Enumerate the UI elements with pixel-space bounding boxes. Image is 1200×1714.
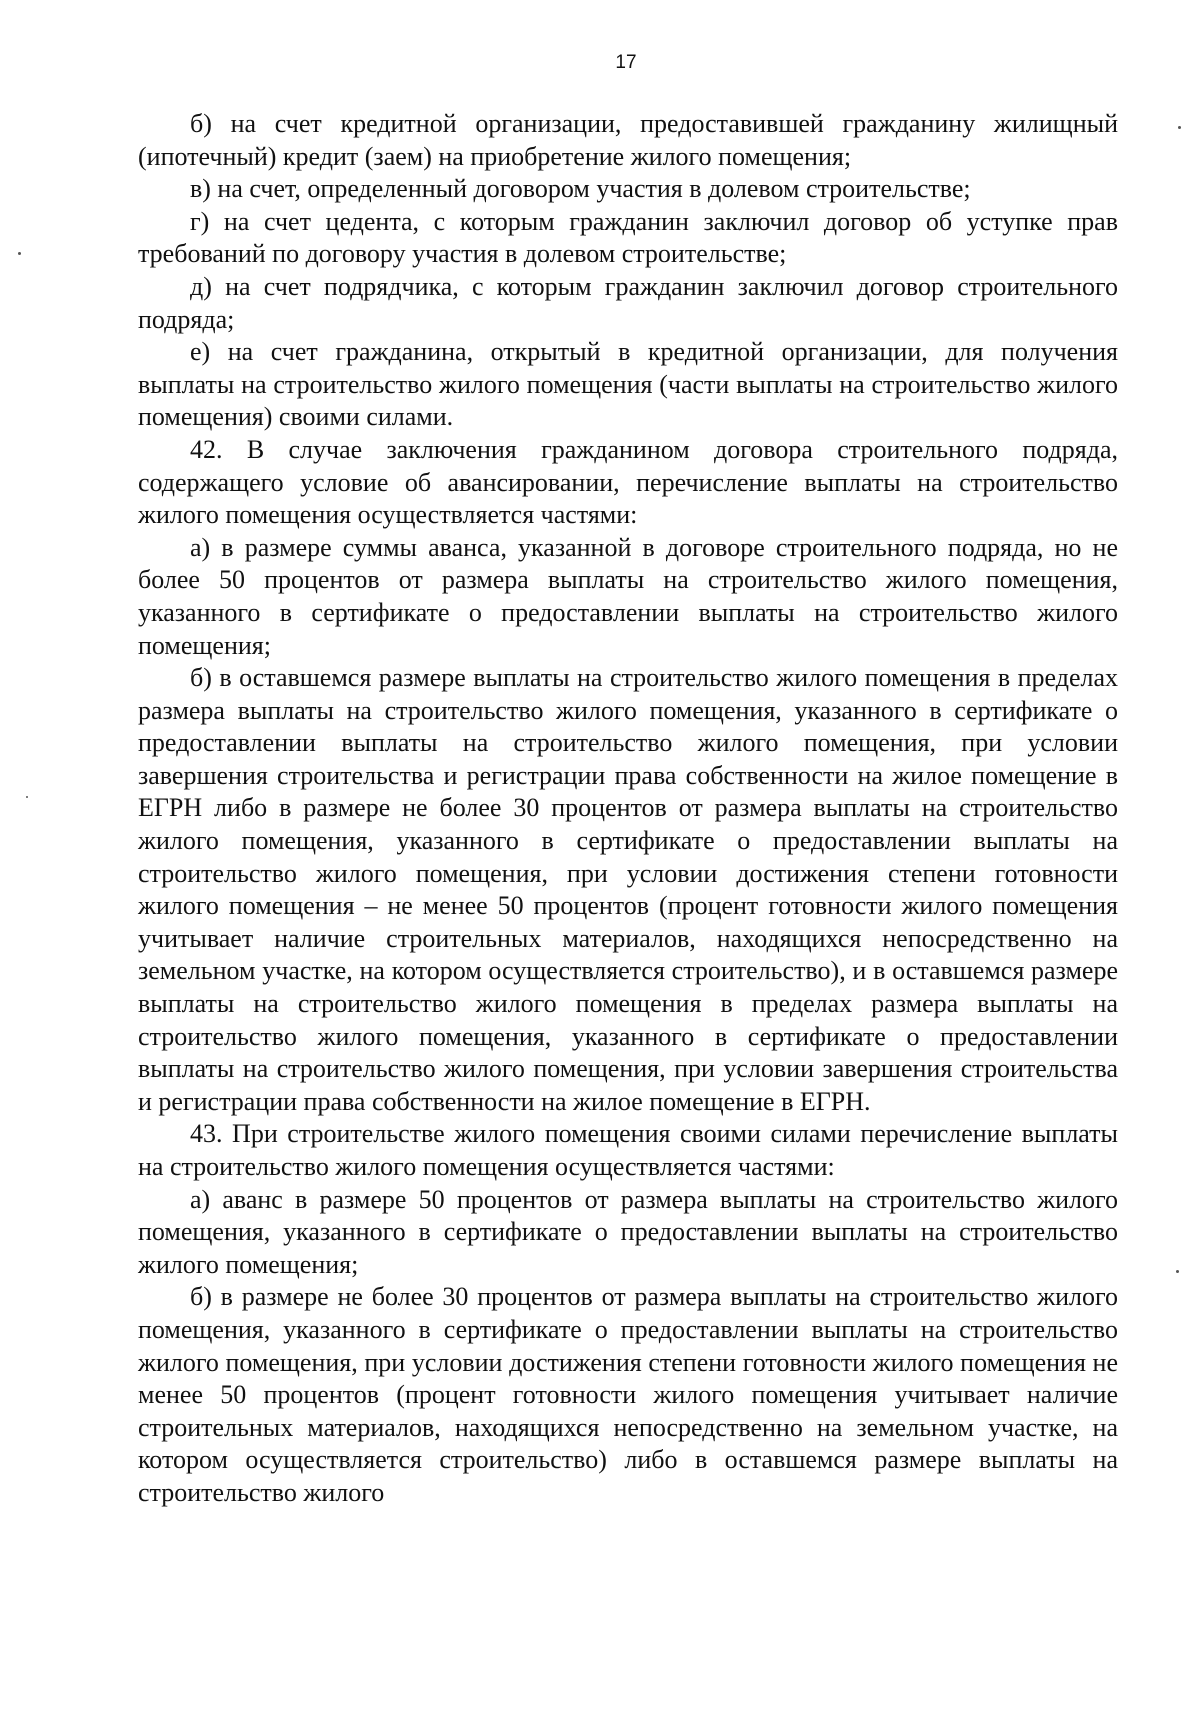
paragraph-41g: г) на счет цедента, с которым гражданин заключил договор об уступке прав требований по договору участия в долевом строительстве;: [138, 206, 1118, 269]
paragraph-42: 42. В случае заключения гражданином договора строительного подряда, содержащего условие об авансировании, перечисление выплаты на строительство жилого помещения осуществляется частями:: [138, 434, 1118, 530]
paragraph-43b: б) в размере не более 30 процентов от размера выплаты на строительство жилого помещения, указанного в сертификате о предоставлении выплаты на строительство жилого помещения, при условии достижения степени готовности жилого помещения не менее 50 процентов (процент готовности жилого помещения учитывает наличие строительных материалов, находящихся непосредственно на земельном участке, на котором осуществляется строительство) либо в оставшемся размере выплаты на строительство жилого: [138, 1282, 1118, 1507]
paragraph-41b: б) на счет кредитной организации, предоставившей гражданину жилищный (ипотечный) кредит (заем) на приобретение жилого помещения;: [138, 109, 1118, 171]
scan-speck: [18, 252, 21, 255]
paragraph-42b: б) в оставшемся размере выплаты на строительство жилого помещения в пределах размера выплаты на строительство жилого помещения, указанного в сертификате о предоставлении выплаты на строительство жилого помещения, при условии завершения строительства и регистрации права собственности на жилое помещение в ЕГРН либо в размере не более 30 процентов от размера выплаты на строительство жилого помещения, указанного в сертификате о предоставлении выплаты на строительство жилого помещения, при условии достижения степени готовности жилого помещения – не менее 50 процентов (процент готовности жилого помещения учитывает наличие строительных материалов, находящихся непосредственно на земельном участке, на котором осуществляется строительство), и в оставшемся размере выплаты на строительство жилого помещения в пределах размера выплаты на строительство жилого помещения, указанного в сертификате о предоставлении выплаты на строительство жилого помещения, при условии завершения строительства и регистрации права собственности на жилое помещение в ЕГРН.: [138, 663, 1118, 1116]
paragraph-41d: д) на счет подрядчика, с которым гражданин заключил договор строительного подряда;: [138, 271, 1118, 334]
paragraph-43: 43. При строительстве жилого помещения своими силами перечисление выплаты на строительство жилого помещения осуществляется частями:: [138, 1119, 1118, 1181]
paragraph-43a: а) аванс в размере 50 процентов от размера выплаты на строительство жилого помещения, указанного в сертификате о предоставлении выплаты на строительство жилого помещения;: [138, 1184, 1118, 1279]
paragraph-41v: в) на счет, определенный договором участия в долевом строительстве;: [190, 174, 971, 204]
paragraph-41e: е) на счет гражданина, открытый в кредитной организации, для получения выплаты на строительство жилого помещения (части выплаты на строительство жилого помещения) своими силами.: [138, 337, 1118, 432]
document-body: [138, 108, 1118, 1510]
scan-speck: [1176, 1270, 1179, 1273]
scan-speck: [1178, 126, 1181, 129]
page-number: 17: [615, 52, 637, 73]
scan-speck: [26, 796, 28, 798]
paragraph-42a: а) в размере суммы аванса, указанной в договоре строительного подряда, но не более 50 процентов от размера выплаты на строительство жилого помещения, указанного в сертификате о предоставлении выплаты на строительство жилого помещения;: [138, 532, 1118, 660]
